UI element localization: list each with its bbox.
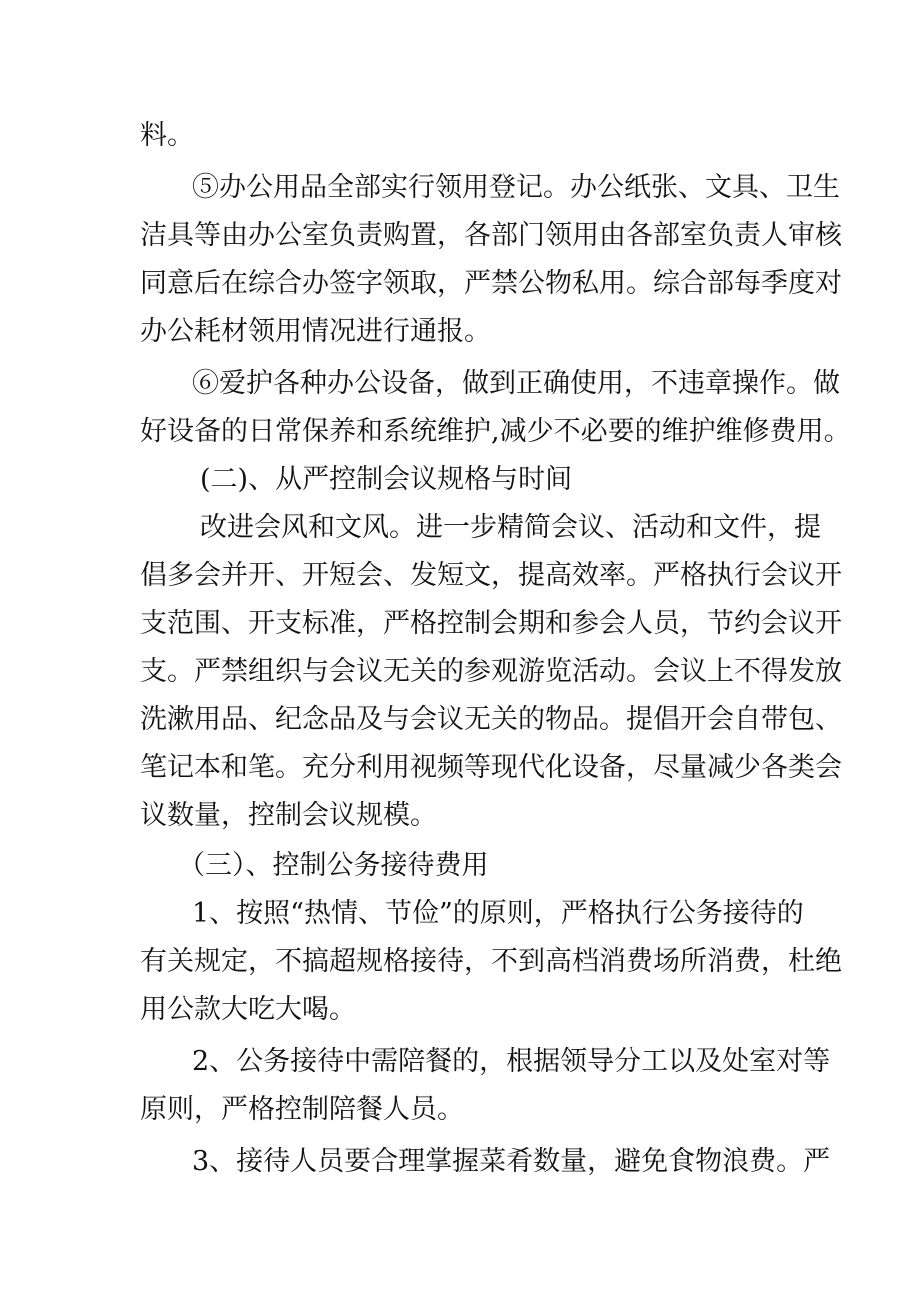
text-line: 办公耗材领用情况进行通报。	[140, 316, 491, 347]
text-line: 洗漱用品、纪念品及与会议无关的物品。提倡开会自带包、	[140, 704, 842, 735]
text-line: 改进会风和文风。进一步精简会议、活动和文件，提	[200, 512, 821, 543]
text-line: 原则，严格控制陪餐人员。	[140, 1094, 464, 1125]
text-line: 倡多会并开、开短会、发短文，提高效率。严格执行会议开	[140, 560, 842, 591]
text-line: ⑥爱护各种办公设备，做到正确使用，不违章操作。做	[192, 368, 840, 399]
section-heading: (二)、从严控制会议规格与时间	[200, 464, 573, 495]
text-line: 料。	[140, 120, 194, 151]
text-line: 笔记本和笔。充分利用视频等现代化设备，尽量减少各类会	[140, 752, 842, 783]
text-line: 洁具等由办公室负责购置，各部门领用由各部室负责人审核	[140, 220, 842, 251]
text-line: 1、按照“热情、节俭”的原则，严格执行公务接待的	[192, 898, 804, 929]
text-line: 支。严禁组织与会议无关的参观游览活动。会议上不得发放	[140, 656, 842, 687]
text-line: 好设备的日常保养和系统维护,减少不必要的维护维修费用。	[140, 416, 851, 447]
text-line: 支范围、开支标准，严格控制会期和参会人员，节约会议开	[140, 608, 842, 639]
text-line: 议数量，控制会议规模。	[140, 800, 437, 831]
section-heading: （三）、控制公务接待费用	[178, 850, 489, 881]
text-line: 有关规定，不搞超规格接待，不到高档消费场所消费，杜绝	[140, 946, 842, 977]
text-line: 3、接待人员要合理掌握菜肴数量，避免食物浪费。严	[192, 1146, 831, 1177]
text-line: ⑤办公用品全部实行领用登记。办公纸张、文具、卫生	[192, 172, 840, 203]
text-line: 2、公务接待中需陪餐的，根据领导分工以及处室对等	[192, 1046, 831, 1077]
text-line: 同意后在综合办签字领取，严禁公物私用。综合部每季度对	[140, 268, 842, 299]
text-line: 用公款大吃大喝。	[140, 994, 356, 1025]
